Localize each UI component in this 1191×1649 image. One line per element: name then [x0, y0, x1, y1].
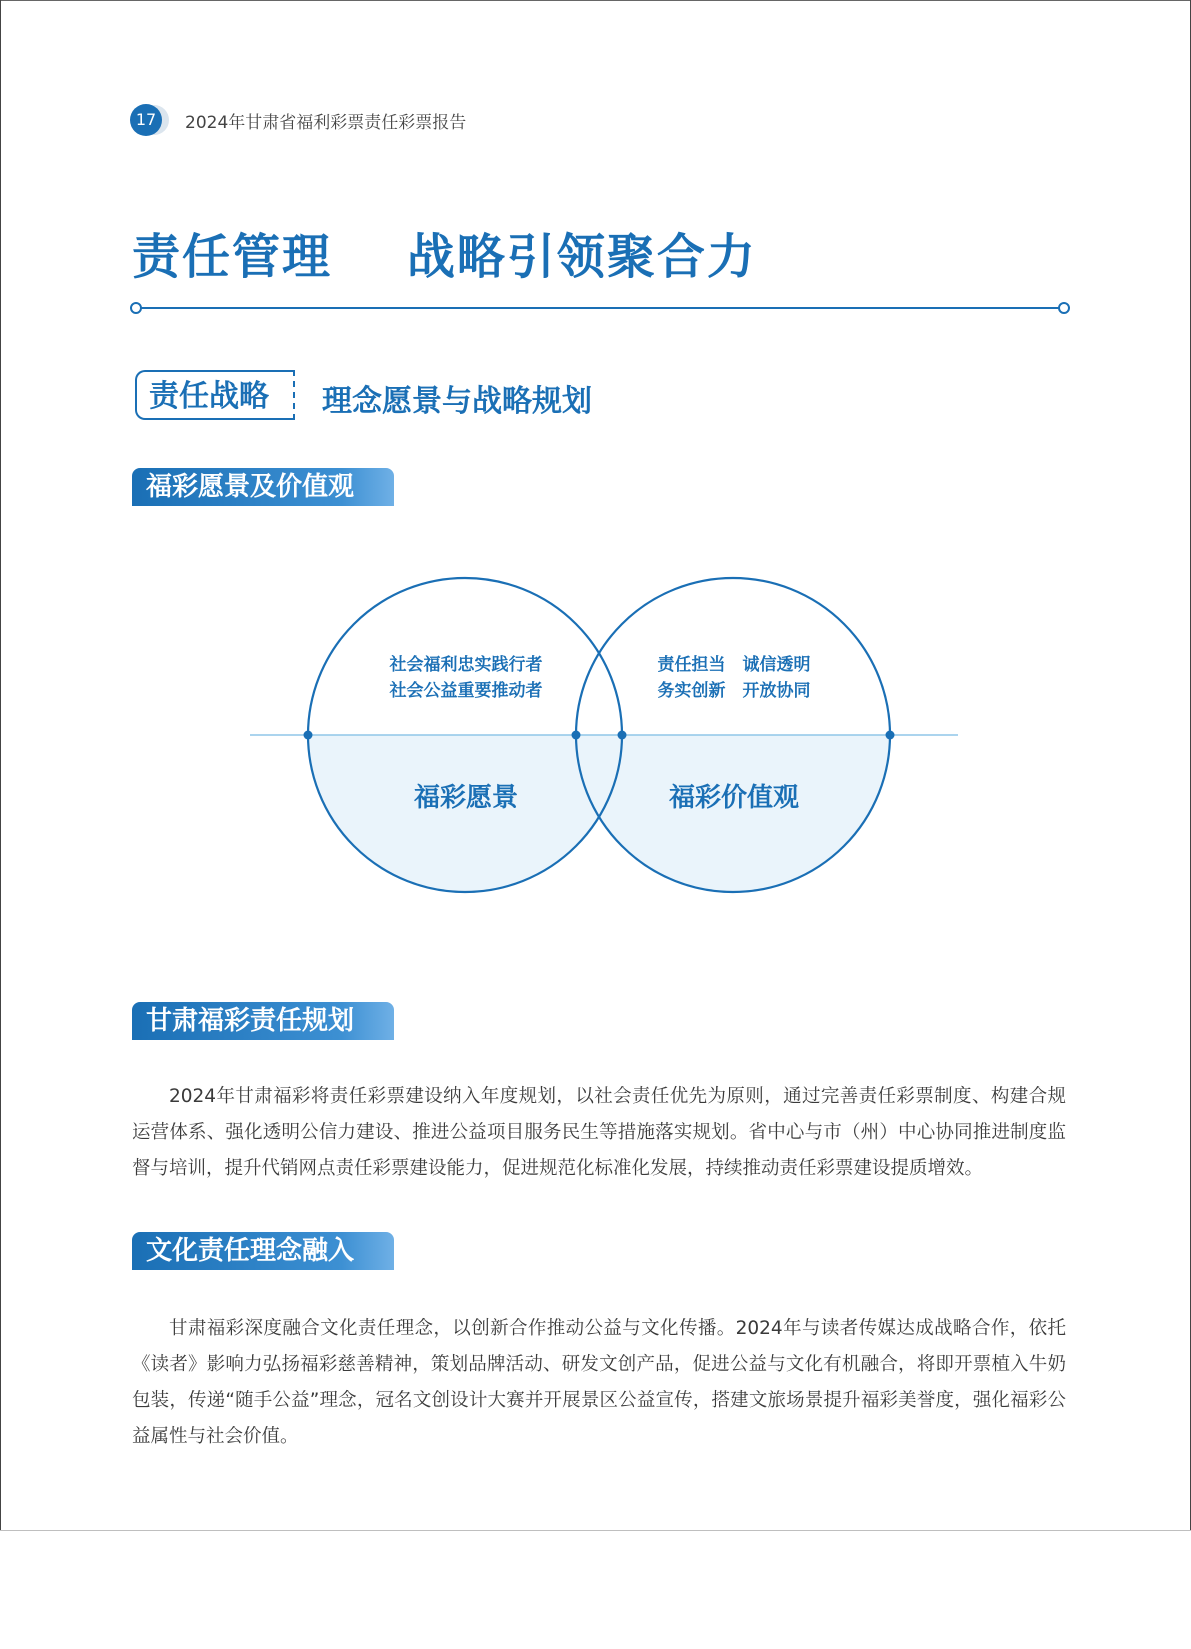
venn-node-icon: [886, 731, 895, 740]
culture-paragraph: 甘肃福彩深度融合文化责任理念，以创新合作推动公益与文化传播。2024年与读者传媒达成战略合作，依托《读者》影响力弘扬福彩慈善精神，策划品牌活动、研发文创产品，促进公益与文化有机融合，将即开票植入牛奶包装，传递“随手公益”理念，冠名文创设计大赛并开展景区公益宣传，搭建文旅场景提升福彩美誉度，强化福彩公益属性与社会价值。: [132, 1318, 1066, 1447]
title-rule: [136, 307, 1062, 309]
heading-planning: 甘肃福彩责任规划: [132, 1002, 394, 1040]
report-title: 2024年甘肃省福利彩票责任彩票报告: [185, 113, 467, 133]
page-frame-top: [0, 0, 1191, 1]
venn-diagram: [240, 570, 960, 900]
rule-dot-left-icon: [130, 302, 142, 314]
section-subtitle: 理念愿景与战略规划: [322, 384, 592, 419]
rule-dot-right-icon: [1058, 302, 1070, 314]
page-separator: [0, 1530, 1191, 1531]
venn-node-icon: [304, 731, 313, 740]
venn-node-icon: [618, 731, 627, 740]
values-line-1: 责任担当 诚信透明: [657, 655, 811, 675]
heading-culture: 文化责任理念融入: [132, 1232, 394, 1270]
heading-vision-values: 福彩愿景及价值观: [132, 468, 394, 506]
page-number-badge: 17: [130, 104, 162, 136]
planning-paragraph: 2024年甘肃福彩将责任彩票建设纳入年度规划，以社会责任优先为原则，通过完善责任彩票制度、构建合规运营体系、强化透明公信力建设、推进公益项目服务民生等措施落实规划。省中心与市（州）中心协同推进制度监督与培训，提升代销网点责任彩票建设能力，促进规范化标准化发展，持续推动责任彩票建设提质增效。: [132, 1086, 1066, 1179]
section-label: 责任战略: [135, 370, 293, 420]
page-frame-left: [0, 0, 1, 1530]
vision-label: 福彩愿景: [413, 783, 519, 813]
vision-line-2: 社会公益重要推动者: [389, 681, 543, 701]
vision-line-1: 社会福利忠实践行者: [389, 655, 543, 675]
section-box-divider: [293, 370, 299, 420]
main-title: 责任管理 战略引领聚合力: [132, 229, 757, 285]
values-line-2: 务实创新 开放协同: [657, 681, 811, 701]
venn-node-icon: [572, 731, 581, 740]
values-label: 福彩价值观: [668, 783, 800, 813]
